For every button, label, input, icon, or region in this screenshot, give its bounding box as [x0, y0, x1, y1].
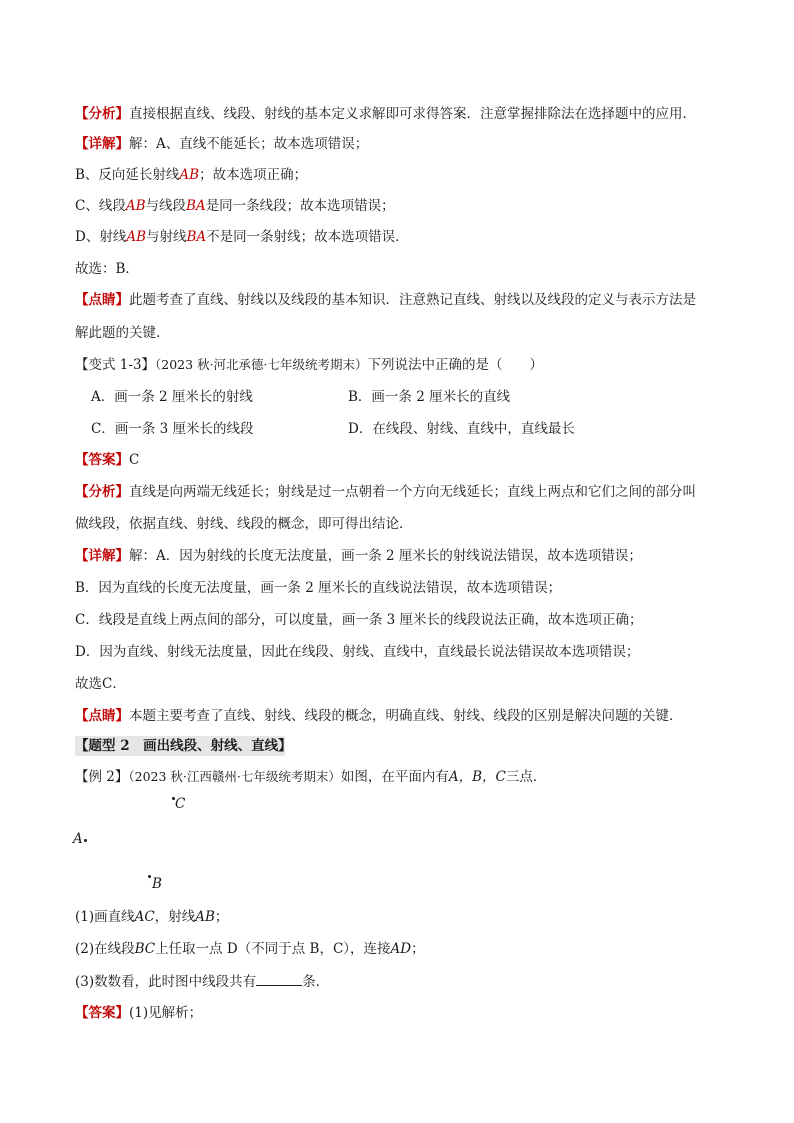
detail-d-mid: 与射线	[146, 229, 187, 245]
comment-text-1: 此题考查了直线、射线以及线段的基本知识．注意熟记直线、射线以及线段的定义与表示方法是	[129, 292, 696, 308]
choose-line: 故选：B．	[75, 261, 139, 277]
q1-line	[75, 907, 228, 927]
example-answer: (1)见解析；	[129, 1005, 203, 1021]
q1-pre: (1)画直线	[75, 909, 135, 925]
comment-line-2: 解此题的关键．	[75, 325, 170, 341]
comment-tag: 【点睛】	[75, 292, 129, 308]
variant-question-line	[75, 355, 543, 375]
q3-pre: (3)数数看，此时图中线段共有	[75, 974, 257, 990]
detail-b-line	[75, 165, 307, 185]
analysis-tag: 【分析】	[75, 106, 129, 122]
example-question-pre: 如图，在平面内有	[340, 769, 449, 785]
point-c-label: C	[175, 796, 186, 812]
point-b-label: B	[152, 876, 162, 892]
example-question-line	[75, 767, 546, 787]
answer-value: C	[129, 452, 140, 468]
q2-post: ；	[411, 941, 425, 957]
variant-comment-tag: 【点睛】	[75, 708, 129, 724]
variant-detail-tag: 【详解】	[75, 548, 129, 564]
detail-c-ab: AB	[125, 198, 146, 214]
variant-analysis-text-1: 直线是向两端无线延长；射线是过一点朝着一个方向无线延长；直线上两点和它们之间的部分叫	[129, 484, 696, 500]
detail-d-ab: AB	[126, 229, 146, 245]
q2-ad: AD	[390, 941, 412, 957]
answer-blank[interactable]	[256, 971, 302, 986]
variant-detail-b-line: B．因为直线的长度无法度量，画一条 2 厘米长的直线说法错误，故本选项错误；	[75, 580, 562, 596]
detail-b-post: ；故本选项正确；	[199, 167, 308, 183]
detail-text: 解：A、直线不能延长；故本选项错误；	[129, 136, 369, 152]
q1-ab: AB	[195, 909, 215, 925]
q2-mid: 上任取一点 D（不同于点 B，C），连接	[155, 941, 391, 957]
detail-d-ba: BA	[186, 229, 207, 245]
detail-tag: 【详解】	[75, 136, 129, 152]
point-b-dot	[148, 875, 151, 878]
q3-post: 条．	[302, 974, 330, 990]
analysis-line	[75, 104, 696, 124]
variant-analysis-line-1	[75, 482, 696, 502]
detail-c-pre: C、线段	[75, 198, 126, 214]
example-question-post: 三点．	[505, 769, 547, 785]
example-answer-line	[75, 1003, 202, 1023]
variant-detail-a-line	[75, 546, 642, 566]
point-a-dot	[84, 839, 87, 842]
detail-b-ab: AB	[179, 167, 200, 183]
variant-detail-c-line: C．线段是直线上两点间的部分，可以度量，画一条 3 厘米长的线段说法正确，故本选项正确；	[75, 612, 643, 628]
option-a: A．画一条 2 厘米长的射线	[91, 389, 253, 405]
answer-tag: 【答案】	[75, 452, 129, 468]
detail-c-mid: 与线段	[145, 198, 187, 214]
example-label: 【例 2】	[75, 769, 129, 785]
variant-detail-d-line: D．因为直线、射线无法度量，因此在线段、射线、直线中，直线最长说法错误故本选项错误；	[75, 644, 640, 660]
comment-line-1	[75, 290, 696, 310]
q2-pre: (2)在线段	[75, 941, 135, 957]
variant-source: （2023 秋·河北承德·七年级统考期末）	[155, 357, 368, 372]
variant-analysis-line-2: 做线段，依据直线、射线、线段的概念，即可得出结论．	[75, 516, 413, 532]
detail-line	[75, 134, 368, 154]
q2-line	[75, 939, 425, 959]
variant-choose-line: 故选C．	[75, 676, 126, 692]
option-c: C．画一条 3 厘米长的线段	[91, 421, 254, 437]
answer-line	[75, 450, 139, 470]
variant-label: 【变式 1-3】	[75, 357, 156, 373]
detail-d-line	[75, 227, 409, 247]
q1-ac: AC	[134, 909, 155, 925]
detail-b-pre: B、反向延长射线	[75, 167, 180, 183]
option-b: B．画一条 2 厘米长的直线	[348, 389, 511, 405]
variant-comment-text: 本题主要考查了直线、射线、线段的概念，明确直线、射线、线段的区别是解决问题的关键．	[129, 708, 683, 724]
detail-d-post: 不是同一条射线；故本选项错误．	[206, 229, 409, 245]
q1-post: ；	[214, 909, 229, 925]
point-a-label: A	[73, 831, 83, 847]
detail-c-line	[75, 196, 395, 216]
example-question-points: A，B，C	[448, 769, 506, 785]
example-answer-tag: 【答案】	[75, 1005, 129, 1021]
detail-c-post: 是同一条线段；故本选项错误；	[205, 198, 395, 214]
option-d: D．在线段、射线、直线中，直线最长	[348, 421, 575, 437]
variant-analysis-tag: 【分析】	[75, 484, 129, 500]
variant-detail-a: 解：A．因为射线的长度无法度量，画一条 2 厘米长的射线说法错误，故本选项错误；	[129, 548, 642, 564]
variant-question: 下列说法中正确的是（ ）	[367, 357, 544, 373]
detail-d-pre: D、射线	[75, 229, 127, 245]
q2-bc: BC	[134, 941, 156, 957]
q1-mid: ，射线	[154, 909, 196, 925]
analysis-text: 直接根据直线、线段、射线的基本定义求解即可求得答案．注意掌握排除法在选择题中的应用．	[129, 106, 696, 122]
q3-line	[75, 971, 329, 992]
detail-c-ba: BA	[186, 198, 206, 214]
section-title: 【题型 2 画出线段、射线、直线】	[75, 738, 292, 754]
example-source: （2023 秋·江西赣州·七年级统考期末）	[128, 769, 341, 784]
variant-comment-line	[75, 706, 683, 726]
